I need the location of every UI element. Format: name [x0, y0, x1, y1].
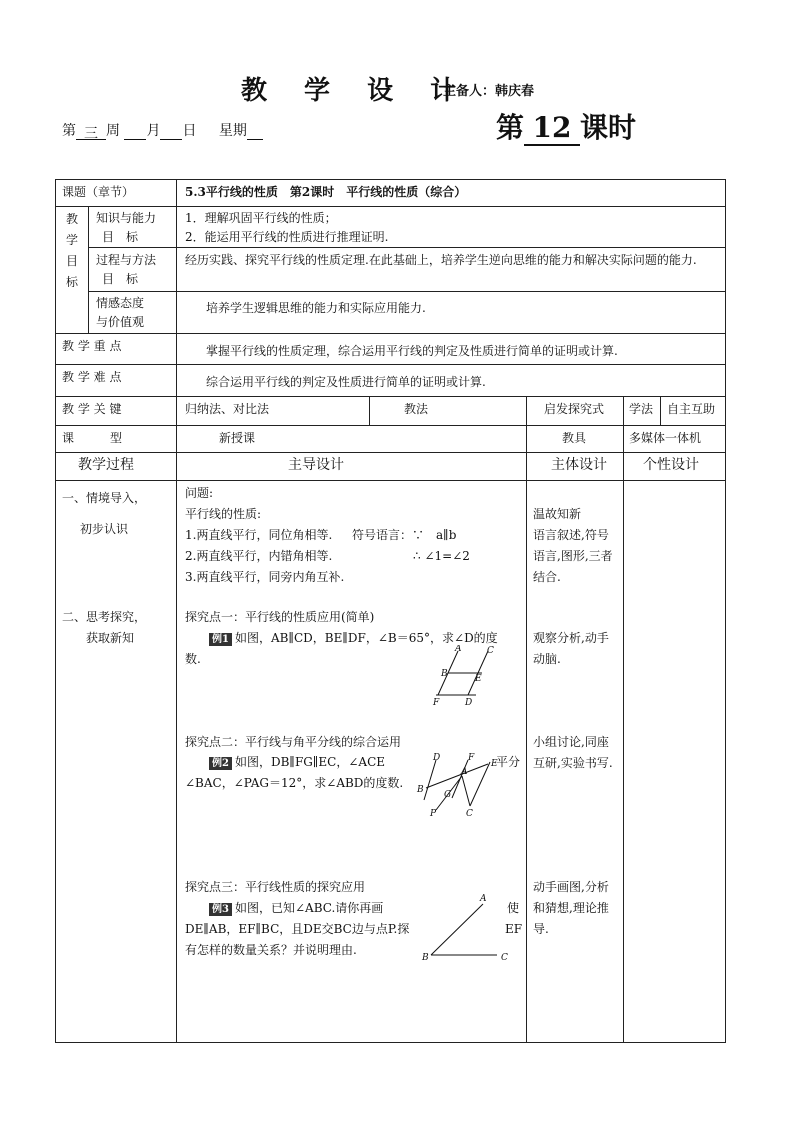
goal-attitude-label: 情感态度	[96, 296, 145, 310]
lesson-plan-table	[55, 179, 726, 1043]
fig2-label-g: G	[444, 790, 452, 800]
subject-note-2-line-1: 观察分析,动手	[533, 631, 609, 645]
learn-method-label: 学法	[629, 402, 654, 416]
explore-2-text-1	[209, 752, 385, 773]
fig1-label-d: D	[465, 698, 473, 708]
goal-knowledge-sublabel: 目 标	[102, 230, 139, 244]
explore-1-text-2: 数.	[185, 652, 201, 666]
fig3-line-ba	[431, 904, 483, 955]
subject-note-4-line-2: 和猜想,理论推	[533, 901, 609, 915]
col-line	[526, 396, 527, 1043]
intro-subheading: 平行线的性质:	[185, 507, 262, 521]
col-line	[176, 180, 177, 1043]
col-header-leading: 主导设计	[288, 457, 344, 473]
row-line	[88, 247, 725, 248]
col-header-personal: 个性设计	[643, 457, 699, 473]
fig1-label-a: A	[455, 645, 462, 654]
lesson-number	[496, 106, 636, 146]
day-blank	[160, 123, 182, 140]
col-line	[623, 396, 624, 1043]
subject-note-3-line-2: 互研,实验书写.	[533, 756, 613, 770]
week-number: 三	[76, 123, 106, 140]
difficulty-value: 综合运用平行线的判定及性质进行简单的证明或计算.	[206, 375, 486, 389]
figure-2-diagram	[416, 752, 500, 818]
key-point-label: 教 学 重 点	[62, 339, 122, 353]
col-line	[88, 206, 89, 333]
example-1-tag: 例1	[209, 633, 232, 646]
weekday-label: 星期	[218, 123, 247, 139]
fig2-line-ac	[462, 776, 470, 806]
lesson-suffix: 课时	[580, 111, 637, 144]
subject-note-4-line-1: 动手画图,分析	[533, 880, 609, 894]
stage-2-line-1: 二、思考探究，	[62, 610, 147, 624]
row-line	[56, 425, 725, 426]
learn-method-value: 自主互助	[667, 402, 716, 416]
fig2-label-e: E	[491, 759, 498, 769]
explore-3-text-3: 有怎样的数量关系？并说明理由.	[185, 943, 357, 957]
fig2-label-f: F	[468, 753, 475, 763]
intro-symbol-label: 符号语言：∵ a∥b	[352, 528, 457, 542]
explore-1-text-1-body: 如图，AB∥CD，BE∥DF，∠B＝65°，求∠D的度	[234, 631, 498, 645]
page-title: 教 学 设 计	[241, 76, 471, 106]
col-header-process: 教学过程	[78, 457, 134, 473]
explore-3-text-2-end: EF	[505, 922, 523, 936]
explore-3-text-1	[209, 898, 383, 919]
fig2-line-ec	[470, 762, 490, 806]
intro-heading: 问题:	[185, 486, 214, 500]
difficulty-label: 教 学 难 点	[62, 370, 122, 384]
weekday-blank	[247, 123, 263, 140]
subject-note-3-line-1: 小组讨论,同座	[533, 735, 609, 749]
figure-1-diagram	[428, 645, 508, 711]
fig2-label-d: D	[433, 753, 441, 763]
row-line	[56, 206, 725, 207]
goal-process-label: 过程与方法	[96, 253, 157, 267]
goal-process-content: 经历实践、探究平行线的性质定理.在此基础上，培养学生逆向思维的能力和解决实际问题的能力.	[185, 253, 697, 267]
fig1-label-f: F	[433, 698, 440, 708]
subject-note-1-line-4: 结合.	[533, 570, 561, 584]
lesson-count: 12	[524, 111, 580, 146]
intro-line-2: 2.两直线平行，内错角相等.	[185, 549, 333, 563]
intro-therefore: ∴ ∠1=∠2	[413, 549, 470, 563]
subject-note-1-line-2: 语言叙述,符号	[533, 528, 609, 542]
fig2-line-db	[424, 760, 436, 800]
fig3-label-b: B	[422, 953, 429, 963]
explore-2-text-1-body: 如图，DB∥FG∥EC，∠ACE	[234, 755, 386, 769]
method-label: 教 学 关 键	[62, 402, 122, 416]
col-line	[369, 396, 370, 425]
row-line	[56, 480, 725, 481]
explore-3-text-2: DE∥AB，EF∥BC，且DE交BC边与点P.探	[185, 922, 410, 936]
subject-note-1-line-1: 温故知新	[533, 507, 582, 521]
subject-note-2-line-2: 动脑.	[533, 652, 561, 666]
fig1-label-c: C	[487, 646, 494, 656]
key-point-value: 掌握平行线的性质定理，综合运用平行线的判定及性质进行简单的证明或计算.	[206, 344, 618, 358]
col-line	[660, 396, 661, 425]
fig2-label-b: B	[417, 785, 424, 795]
fig3-label-c: C	[501, 953, 508, 963]
explore-3-text-1-body: 如图，已知∠ABC.请你再画	[234, 901, 384, 915]
subject-note-1-line-3: 语言,图形,三者	[533, 549, 613, 563]
col-header-subject: 主体设计	[551, 457, 607, 473]
fig2-label-c: C	[466, 809, 473, 818]
goal-attitude-content: 培养学生逻辑思维的能力和实际应用能力.	[206, 301, 426, 315]
lesson-type-label: 课 型	[62, 431, 123, 445]
preparer: 主备人：韩庆春	[443, 84, 535, 99]
fig2-line-ba	[426, 764, 488, 788]
intro-line-1: 1.两直线平行，同位角相等.	[185, 528, 333, 542]
fig3-label-a: A	[480, 894, 487, 904]
goal-knowledge-content-2: 2．能运用平行线的性质进行推理证明.	[185, 230, 389, 244]
example-3-tag: 例3	[209, 903, 232, 916]
goal-knowledge-label: 知识与能力	[96, 211, 157, 225]
subject-note-4-line-3: 导.	[533, 922, 549, 936]
row-line	[56, 364, 725, 365]
topic-label: 课题（章节）	[62, 185, 135, 199]
row-line	[56, 333, 725, 334]
lesson-prefix: 第	[496, 111, 525, 144]
teach-method-label: 教法	[404, 402, 429, 416]
explore-3-heading: 探究点三：平行线性质的探究应用	[185, 880, 366, 894]
goals-label: 教学目标	[65, 212, 78, 289]
explore-2-text-1-end: 平分	[496, 755, 521, 769]
row-line	[56, 396, 725, 397]
fig1-label-b: B	[441, 669, 448, 679]
stage-2-line-2: 获取新知	[86, 631, 135, 645]
fig2-label-a: A	[461, 767, 468, 777]
stage-1-line-1: 一、情境导入，	[62, 491, 147, 505]
example-2-tag: 例2	[209, 757, 232, 770]
method-key: 归纳法、对比法	[185, 402, 270, 416]
figure-3-diagram	[419, 892, 514, 964]
date-line	[62, 120, 263, 140]
goal-knowledge-content-1: 1．理解巩固平行线的性质；	[185, 211, 337, 225]
explore-2-text-2: ∠BAC，∠PAG＝12°，求∠ABD的度数.	[185, 776, 404, 790]
explore-2-heading: 探究点二：平行线与角平分线的综合运用	[185, 735, 402, 749]
tools-value: 多媒体一体机	[629, 431, 702, 445]
day-label: 日	[182, 123, 197, 139]
week-label: 周	[106, 123, 120, 139]
row-line	[56, 452, 725, 453]
topic-value: 5.3平行线的性质 第2课时 平行线的性质（综合）	[185, 185, 467, 199]
explore-3-text-1-end: 使	[507, 901, 520, 915]
goal-attitude-sublabel: 与价值观	[96, 315, 145, 329]
stage-1-line-2: 初步认识	[80, 522, 129, 536]
explore-1-heading: 探究点一：平行线的性质应用(简单)	[185, 610, 375, 624]
teach-method-value: 启发探究式	[544, 402, 605, 416]
date-prefix: 第	[62, 123, 76, 139]
fig2-label-p: P	[430, 809, 437, 818]
tools-label: 教具	[562, 431, 587, 445]
row-line	[88, 291, 725, 292]
intro-line-3: 3.两直线平行，同旁内角互补.	[185, 570, 345, 584]
goal-process-sublabel: 目 标	[102, 272, 139, 286]
month-blank	[124, 123, 146, 140]
fig1-label-e: E	[475, 674, 482, 684]
lesson-type-value: 新授课	[219, 431, 256, 445]
month-label: 月	[146, 123, 161, 139]
